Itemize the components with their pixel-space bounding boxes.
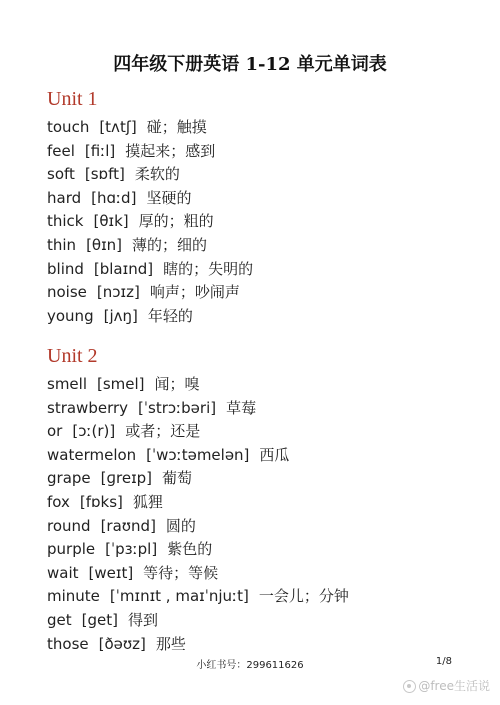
- meaning: 西瓜: [259, 445, 290, 464]
- word: those: [47, 634, 89, 653]
- ipa: [hɑːd]: [91, 188, 137, 207]
- watermark-text: @free生活说: [418, 679, 490, 693]
- meaning: 葡萄: [162, 469, 193, 488]
- meaning: 闻；嗅: [154, 375, 200, 393]
- ipa: [raʊnd]: [100, 516, 156, 535]
- word-row: [47, 163, 253, 187]
- word-row: [47, 467, 349, 491]
- word-row: [47, 585, 349, 609]
- ipa: [ˈpɜːpl]: [105, 540, 158, 559]
- word-row: [47, 444, 349, 468]
- word: hard: [47, 188, 82, 207]
- unit-1-word-list: [47, 116, 253, 328]
- meaning: 草莓: [226, 398, 257, 417]
- word: touch: [47, 118, 90, 136]
- word: blind: [47, 259, 84, 278]
- meaning: 圆的: [165, 516, 196, 535]
- meaning: 紫色的: [167, 540, 213, 559]
- ipa: [weɪt]: [88, 563, 134, 582]
- word-row: [47, 210, 253, 234]
- word-row: [47, 140, 253, 164]
- meaning: 一会儿；分钟: [258, 587, 349, 606]
- word-row: [47, 491, 349, 515]
- meaning: 得到: [127, 610, 158, 629]
- unit-1-heading: Unit 1: [47, 88, 98, 110]
- meaning: 碰；触摸: [146, 118, 207, 136]
- word: purple: [47, 540, 96, 559]
- ipa: [tʌtʃ]: [99, 118, 137, 136]
- unit-2-heading: Unit 2: [47, 345, 98, 367]
- meaning: 狐狸: [132, 492, 163, 511]
- word-row: [47, 538, 349, 562]
- free-logo-icon: [403, 680, 416, 693]
- word-row: [47, 258, 253, 282]
- word-row: [47, 397, 349, 421]
- ipa: [fɒks]: [79, 492, 123, 511]
- word: feel: [47, 141, 75, 160]
- word-row: [47, 187, 253, 211]
- word: minute: [47, 587, 100, 606]
- meaning: 响声；吵闹声: [149, 283, 240, 302]
- ipa: [fiːl]: [84, 141, 116, 160]
- ipa: [θɪn]: [86, 235, 123, 254]
- word-row: [47, 116, 253, 140]
- ipa: [sɒft]: [84, 165, 125, 184]
- word: smell: [47, 375, 87, 393]
- word-row: [47, 609, 349, 633]
- meaning: 坚硬的: [146, 188, 192, 207]
- meaning: 等待；等候: [143, 563, 219, 582]
- word-row: [47, 305, 253, 329]
- meaning: 厚的；粗的: [138, 212, 214, 231]
- word: soft: [47, 165, 75, 184]
- word: thick: [47, 212, 84, 231]
- word: fox: [47, 492, 70, 511]
- ipa: [nɔɪz]: [96, 283, 140, 302]
- word: grape: [47, 469, 91, 488]
- watermark: [403, 677, 490, 694]
- word-row: [47, 420, 349, 444]
- word: wait: [47, 563, 79, 582]
- word-row: [47, 281, 253, 305]
- ipa: [ˈwɔːtəmelən]: [146, 445, 250, 464]
- word: noise: [47, 283, 87, 302]
- word-row: [47, 234, 253, 258]
- ipa: [blaɪnd]: [93, 259, 154, 278]
- page-number: 1/8: [435, 656, 452, 667]
- page-title: 四年级下册英语 1-12 单元单词表: [113, 54, 387, 75]
- word: or: [47, 422, 63, 441]
- word: get: [47, 610, 72, 629]
- meaning: 薄的；细的: [132, 235, 208, 254]
- ipa: [ɡreɪp]: [100, 469, 153, 488]
- ipa: [θɪk]: [93, 212, 129, 231]
- word: thin: [47, 235, 77, 254]
- ipa: [get]: [81, 610, 118, 629]
- ipa: [ˈstrɔːbəri]: [138, 398, 217, 417]
- word: round: [47, 516, 91, 535]
- meaning: 柔软的: [134, 165, 180, 184]
- meaning: 那些: [155, 634, 186, 653]
- meaning: 摸起来；感到: [125, 141, 216, 160]
- word: young: [47, 306, 94, 325]
- word-row: [47, 562, 349, 586]
- ipa: [jʌŋ]: [103, 306, 138, 325]
- word-row: [47, 373, 349, 397]
- ipa: [ðəʊz]: [98, 634, 146, 653]
- ipa: [smel]: [97, 375, 145, 393]
- meaning: 年轻的: [147, 306, 193, 325]
- unit-2-word-list: [47, 373, 349, 656]
- word-row: [47, 633, 349, 657]
- word: strawberry: [47, 398, 129, 417]
- ipa: [ˈmɪnɪt , maɪˈnjuːt]: [109, 587, 249, 606]
- meaning: 瞎的；失明的: [163, 259, 254, 278]
- word: watermelon: [47, 445, 137, 464]
- word-row: [47, 515, 349, 539]
- footer-account-info: 小红书号：299611626: [196, 660, 304, 671]
- meaning: 或者；还是: [125, 422, 201, 441]
- ipa: [ɔː(r)]: [72, 422, 116, 441]
